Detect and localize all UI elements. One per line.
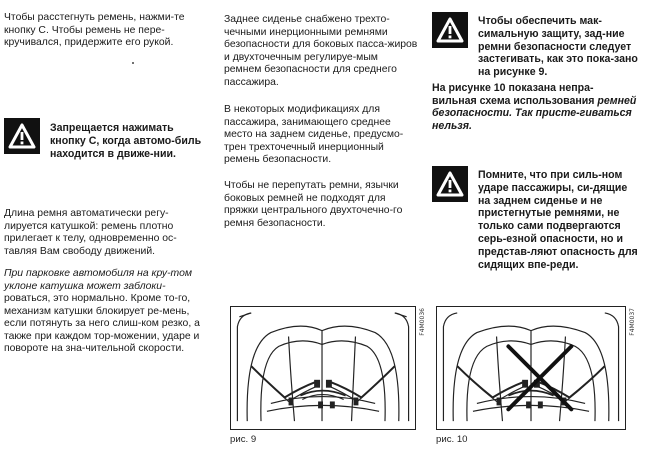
prohibition-cross-icon (508, 346, 571, 409)
rear-seat-belts-wrong-illustration (437, 307, 625, 429)
fig10-text-em2: Так присте-гиваться нельзя. (432, 107, 632, 132)
paragraph-unbuckle: Чтобы расстегнуть ремень, нажми-те кнопку C. Чтобы ремень не пере-кручивался, придержите его рукой. (4, 12, 185, 49)
paragraph-length: Длина ремня автоматически регу-лируется катушкой: ремень плотно прилегает к телу, одновременно ос-тавляя Вам свободу движений. (4, 208, 177, 257)
figure-10-code: F4M0037 (629, 308, 636, 336)
paragraph-fig10 (432, 82, 638, 132)
figure-9-correct-belts (230, 306, 416, 430)
paragraph-tongues: Чтобы не перепутать ремни, язычки боковых ремней не подходят для пряжки центрального двухточечно-го ремня безопасности. (224, 180, 403, 229)
paragraph-rear-seat: Заднее сиденье снабжено трехто-чечными инерционными ремнями безопасности для боковых пасса-жиров и двухточечным регулируе-мым ремнем безопасности для среднего пассажира. (224, 14, 418, 88)
print-speck (132, 62, 134, 64)
warning-text-impact: Помните, что при силь-ном ударе пассажиры, си-дящие на заднем сиденье и не пристегнутые ремнями, не только сами подвергаются серь-езной опасности, но и представ-ляют опасность для сидящих впе-реди. (478, 169, 638, 271)
rear-seat-belts-illustration (231, 307, 415, 429)
warning-block-impact (432, 166, 638, 271)
warning-block-protection (432, 12, 638, 79)
paragraph-modifications: В некоторых модификациях для пассажира, занимающего среднее место на заднем сиденье, предусмо-трен трехточечный инерционный ремень безопасности. (224, 104, 404, 166)
figure-9-code: F4M0036 (419, 308, 426, 336)
warning-triangle-icon (432, 12, 468, 48)
warning-text-protection: Чтобы обеспечить мак-симальную защиту, зад-ние ремни безопасности следует застегивать, как это пока-зано на рисунке 9. (478, 15, 638, 79)
figure-9-caption: рис. 9 (230, 434, 257, 445)
warning-text-button: Запрещается нажимать кнопку C, когда автомо-биль находится в движе-нии. (50, 122, 202, 160)
paragraph-parking-rest: роваться, это нормально. Кроме то-го, механизм катушки блокирует ре-мень, если потянуть за него слиш-ком резко, а также при каждом тор-можении, ударе и повороте на зна-чительной скорости. (4, 293, 200, 355)
warning-block-button (4, 118, 208, 160)
paragraph-parking-italic: При парковке автомобиля на кру-том уклоне катушка может заблоки- (4, 268, 192, 292)
fig10-text-em1: ремней безопасности. (432, 94, 637, 120)
figure-10-incorrect-belts (436, 306, 626, 430)
warning-triangle-icon (432, 166, 468, 202)
warning-triangle-icon (4, 118, 40, 154)
fig10-text-normal: На рисунке 10 показана непра-вильная схема использования (432, 82, 595, 107)
figure-10-caption: рис. 10 (436, 434, 468, 445)
